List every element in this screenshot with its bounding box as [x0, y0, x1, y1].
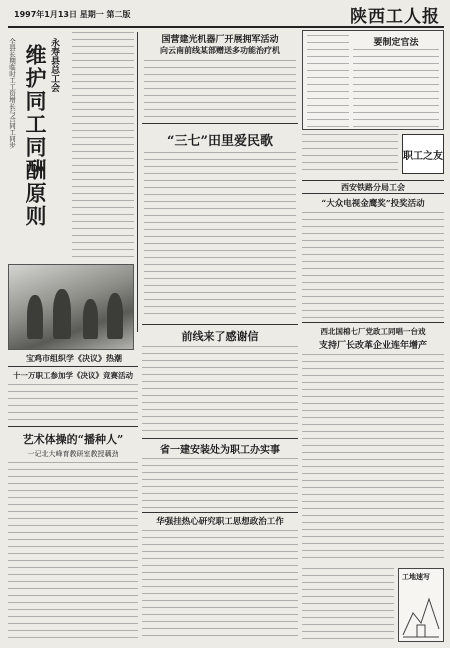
section-rule: [8, 366, 138, 367]
editorial-title: 要制定官法: [373, 38, 419, 48]
right-story-1-headline: “大众电视金鹰奖”投奖活动: [321, 199, 425, 209]
section-rule: [142, 438, 298, 439]
main-story-body: [72, 32, 134, 260]
thanks-headline: 前线来了感谢信: [181, 330, 259, 343]
main-story-kicker: 永寿县总工会: [49, 38, 59, 92]
editorial-intro: [307, 35, 349, 127]
column-logo: 职工之友: [402, 134, 444, 174]
thanks-body: [142, 346, 298, 434]
jueyi-headline: 十一万职工参加学《决议》竞赛活动: [13, 371, 133, 380]
masthead-bar: [8, 4, 444, 28]
sketch-shape: [417, 625, 425, 637]
right-bottom-body: [302, 568, 394, 642]
photo-caption: 宝鸡市组织学《决议》热潮: [26, 354, 122, 363]
photo-figure: [27, 295, 43, 339]
march7-story: [142, 126, 298, 322]
photo-figure: [83, 299, 98, 339]
right-story-1-kicker: 西安铁路分局工会: [341, 182, 405, 192]
top-story-headline: 国营建光机器厂开展拥军活动: [161, 35, 279, 45]
editorial-box: [302, 30, 444, 130]
top-story-body: [144, 60, 296, 120]
section-rule: [8, 426, 138, 427]
photo-figure: [107, 293, 123, 339]
right-story-2-headline: 支持厂长改革企业连年增产: [318, 341, 427, 351]
seed-kicker: 一记北大峰育教研室教授藕劲: [27, 450, 119, 458]
photo-figure: [53, 289, 71, 339]
editorial-body: [353, 49, 439, 127]
top-story: [142, 30, 298, 122]
right-story-2-kicker: 西北国棉七厂党政工同唱一台戏: [320, 327, 426, 336]
section-rule: [142, 324, 298, 325]
march7-body: [144, 152, 296, 320]
right-col-body: [302, 134, 398, 174]
issue-date: 1997年1月13日 星期一 第二版: [14, 10, 131, 19]
march7-headline: “三七”田里爱民歌: [167, 134, 273, 149]
top-story-subhead: 向云南前线某部赠送多功能治疗机: [160, 45, 280, 55]
seed-headline: 艺术体操的“播种人”: [22, 433, 124, 446]
right-story-2-body: [302, 354, 444, 564]
main-story-headline: 维护同工同酬原则: [23, 44, 48, 228]
right-story-1-body: [302, 212, 444, 318]
sketch-caption: 工地速写: [402, 573, 430, 581]
province-body: [142, 458, 298, 508]
sketch-box: [398, 568, 444, 642]
main-story: [8, 30, 68, 260]
paper-name: 陕西工人报: [350, 7, 440, 27]
section-rule: [142, 512, 298, 513]
news-photo: [8, 264, 134, 350]
section-rule: [142, 123, 298, 124]
column-rule: [137, 32, 138, 332]
sketch-line: [403, 599, 439, 635]
seed-body: [8, 462, 138, 642]
sketch-drawing: [399, 583, 443, 641]
jueyi-body: [8, 384, 138, 422]
bottom-story-body: [142, 530, 298, 642]
bottom-story-headline: 华强挂热心研究职工思想政治工作: [156, 517, 284, 527]
province-headline: 省一建安装处为职工办实事: [160, 445, 280, 456]
section-rule: [302, 322, 444, 323]
main-story-kicker-2: 全县长期临时工工资增长与合同工同步: [8, 38, 16, 149]
